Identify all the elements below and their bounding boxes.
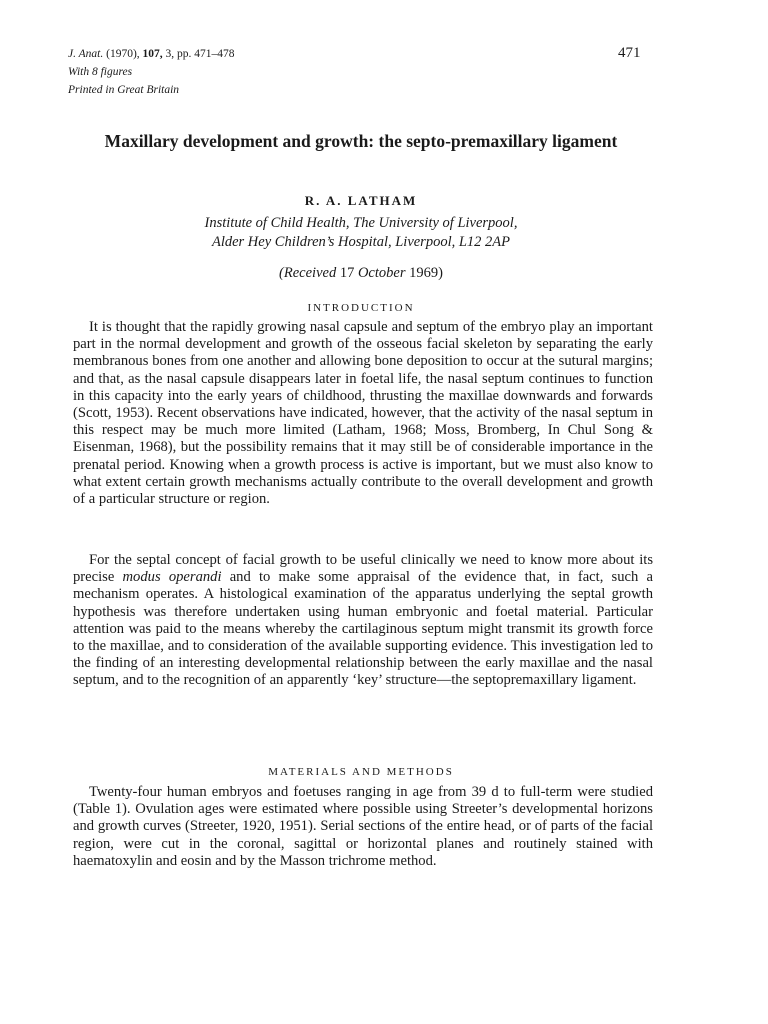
- printed-note: Printed in Great Britain: [68, 84, 180, 96]
- journal-year: (1970),: [106, 48, 140, 60]
- paragraph-italic-term: modus operandi: [122, 569, 222, 586]
- paragraph-text: and to make some appraisal of the evidence that, in fact, such a mechanism operates. A histological examination of the apparatus underlying the septal growth hypothesis was therefore undertaken using human embryonic and foetal material. Particular attention was paid to the means whereby the cartilaginous septum might transmit its growth force to the maxillae, and to consideration of the available supporting evidence. This investigation led to the finding of an interesting developmental relationship between the early maxillae and the nasal septum, and to the recognition of an apparently ‘key’ structure—the septopremaxillary ligament.: [73, 569, 653, 689]
- paragraph-text: For the septal concept of facial growth to be useful clinically we need to know more about its precise: [73, 552, 653, 586]
- citation-line: [68, 45, 235, 63]
- introduction-paragraph-1: It is thought that the rapidly growing nasal capsule and septum of the embryo play an important part in the normal development and growth of the osseous facial skeleton by separating the early membranous bones from one another and allowing bone deposition to occur at the sutural margins; and that, as the nasal capsule disappears later in foetal life, the nasal septum continues to function in this capacity into the early years of childhood, thrusting the maxillae downwards and forwards (Scott, 1953). Recent observations have indicated, however, that the activity of the nasal septum in this respect may be much more limited (Latham, 1968; Moss, Bromberg, In Chul Song & Eisenman, 1968), but the possibility remains that it may still be of considerable importance in the prenatal period. Knowing when a growth process is active is important, but we must also know to what extent certain growth mechanisms actually contribute to the overall development and growth of a particular structure or region.: [73, 319, 653, 508]
- journal-citation: [68, 45, 235, 99]
- author-name: R. A. LATHAM: [304, 193, 418, 208]
- journal-pages: 3, pp. 471–478: [165, 48, 235, 60]
- affiliation-line-1: Institute of Child Health, The University of Liverpool,: [204, 215, 518, 231]
- received-label: (Received: [279, 265, 337, 281]
- page-number: 471: [618, 45, 641, 61]
- received-date: [0, 265, 722, 282]
- journal-abbrev: J. Anat.: [68, 48, 104, 60]
- journal-volume: 107,: [142, 48, 163, 60]
- received-day: 17: [339, 265, 355, 281]
- article-title: Maxillary development and growth: the septo-premaxillary ligament: [104, 131, 618, 151]
- section-heading-methods: MATERIALS AND METHODS: [268, 766, 454, 778]
- affiliation-line-2: Alder Hey Children’s Hospital, Liverpool, L12 2AP: [211, 234, 511, 250]
- introduction-paragraph-2: [73, 552, 653, 690]
- author-affiliation: [0, 214, 722, 252]
- section-heading-introduction: INTRODUCTION: [307, 302, 415, 314]
- methods-paragraph-1: Twenty-four human embryos and foetuses ranging in age from 39 d to full-term were studied (Table 1). Ovulation ages were estimated where possible using Streeter’s developmental horizons and growth curves (Streeter, 1920, 1951). Serial sections of the entire head, or of parts of the facial region, were cut in the coronal, sagittal or horizontal planes and routinely stained with haematoxylin and eosin and by the Masson trichrome method.: [73, 784, 653, 869]
- figures-note: With 8 figures: [68, 66, 133, 78]
- received-month: October: [357, 265, 406, 281]
- received-year: 1969): [409, 265, 443, 281]
